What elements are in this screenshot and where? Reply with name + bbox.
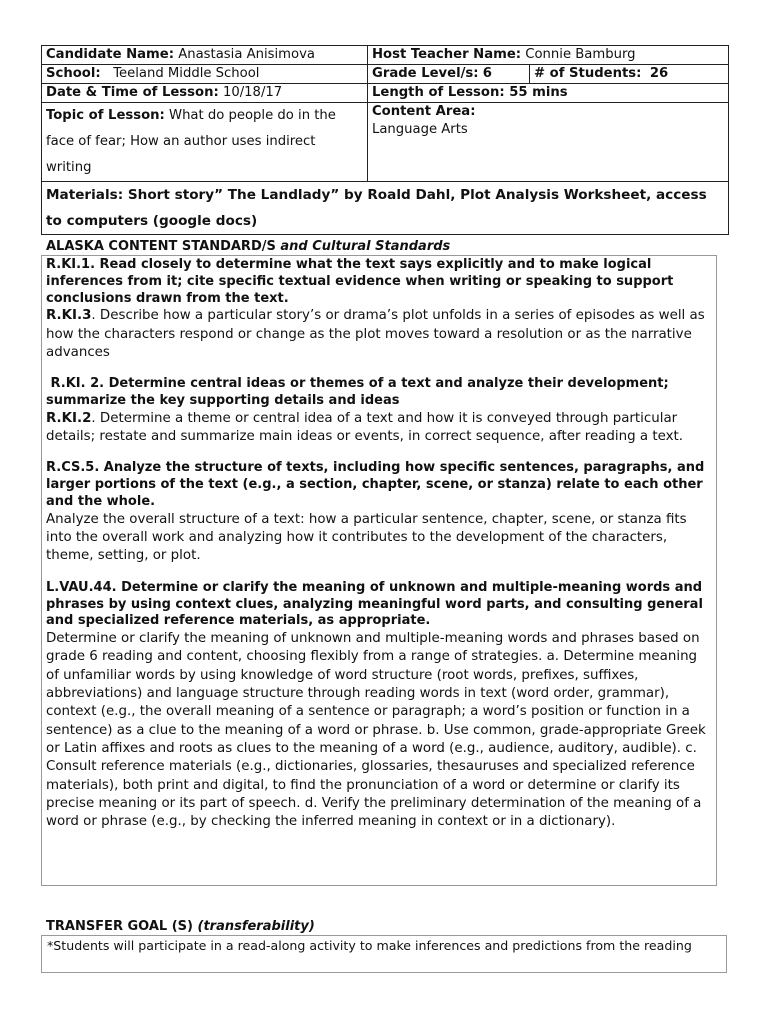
header-row-school [42,65,729,84]
standard-rki2-heading: R.KI. 2. Determine central ideas or themes of a text and analyze their development; summarize the key supporting details and ideas [46,376,674,409]
grade-level-value: 6 [482,66,492,81]
topic-value: What do people do in the face of fear; How an author uses indirect writing [46,108,336,175]
candidate-name-value: Anastasia Anisimova [178,47,315,62]
content-area-label: Content Area: [372,104,476,119]
header-row-names [42,46,729,65]
school-label: School: [46,66,101,81]
host-teacher-value: Connie Bamburg [525,47,636,62]
transfer-goal-title-text: TRANSFER GOAL (S) [46,919,193,934]
standards-title-italic: and Cultural Standards [280,239,451,254]
standards-box [41,255,717,886]
materials-cell [42,182,729,235]
date-time-cell [42,84,368,103]
standard-rcs5-text: Analyze the overall structure of a text: how a particular sentence, chapter, scene, or stanza fits into the overall work and analyzing how it contributes to the development of the characters, theme, setting, or plot. [46,511,687,564]
topic-label: Topic of Lesson: [46,108,165,123]
school-cell [42,65,368,84]
host-teacher-cell [368,46,729,65]
topic-cell [42,103,368,182]
content-area-cell [368,103,729,182]
grade-level-label: Grade Level/s: [372,66,479,81]
standard-rki3-code: R.KI.3 [46,308,92,324]
date-time-label: Date & Time of Lesson: [46,85,219,100]
standard-rki2-text [46,410,712,447]
header-row-materials [42,182,729,235]
students-label: # of Students: [534,66,642,81]
header-row-date [42,84,729,103]
candidate-name-cell [42,46,368,65]
standard-rki3-text [46,307,712,362]
content-area-value: Language Arts [372,122,468,137]
header-row-topic [42,103,729,182]
transfer-goal-box [41,935,727,973]
transfer-goal-title [46,919,315,935]
lesson-length-cell [368,84,729,103]
standard-rcs5-heading: R.CS.5. Analyze the structure of texts, including how specific sentences, paragraphs, and larger portions of the text (e.g., a section, chapter, scene, or stanza) relate to each other and the whole. [46,460,705,510]
date-time-value: 10/18/17 [222,85,283,100]
candidate-name-label: Candidate Name: [46,47,174,62]
materials-text: Materials: Short story” The Landlady” by Roald Dahl, Plot Analysis Worksheet, access to computers (google docs) [46,187,707,229]
lesson-length-label: Length of Lesson: 55 mins [372,85,568,100]
host-teacher-label: Host Teacher Name: [372,47,522,62]
standard-rki3-body: . Describe how a particular story’s or drama’s plot unfolds in a series of episodes as well as how the characters respond or change as the plot moves toward a resolution or as the narrative advances [46,308,705,360]
standard-rki2-code: R.KI.2 [46,410,92,426]
grade-level-cell [368,65,530,84]
standard-lvau44-text: Determine or clarify the meaning of unknown and multiple-meaning words and phrases based on grade 6 reading and content, choosing flexibly from a range of strategies. a. Determine meaning of unfamiliar words by using knowledge of word structure (root words, prefixes, suffixes, abbreviations) and language structure through reading words in text (word order, grammar), context (e.g., the overall meaning of a sentence or paragraph; a word’s position or function in a sentence) as a clue to the meaning of a word or phrase. b. Use common, grade-appropriate Greek or Latin affixes and roots as clues to the meaning of a word (e.g., audience, auditory, audible). c. Consult reference materials (e.g., dictionaries, glossaries, thesauruses and specialized reference materials), both print and digital, to find the pronunciation of a word or determine or clarify its precise meaning or its part of speech. d. Verify the preliminary determination of the meaning of a word or phrase (e.g., by checking the inferred meaning in context or in a dictionary). [46,631,706,830]
transfer-goal-text: *Students will participate in a read-along activity to make inferences and predictions from the reading [47,938,692,953]
transfer-goal-title-italic: (transferability) [197,919,315,934]
standard-rki1-heading: R.KI.1. Read closely to determine what the text says explicitly and to make logical inferences from it; cite specific textual evidence when writing or speaking to support conclusions drawn from the text. [46,257,674,306]
standard-lvau44-heading: L.VAU.44. Determine or clarify the meaning of unknown and multiple-meaning words and phrases by using context clues, analyzing meaningful word parts, and consulting general and specialized reference materials, as appropriate. [46,579,703,629]
standards-section-title [46,239,450,255]
students-value: 26 [649,66,669,81]
standard-rki2-body: . Determine a theme or central idea of a text and how it is conveyed through particular details; restate and summarize main ideas or events, in correct sequence, after reading a text. [46,410,684,445]
lesson-header-table [41,45,729,235]
school-value: Teeland Middle School [113,66,260,81]
students-cell [530,65,729,84]
standards-title-text: ALASKA CONTENT STANDARD/S [46,239,276,254]
